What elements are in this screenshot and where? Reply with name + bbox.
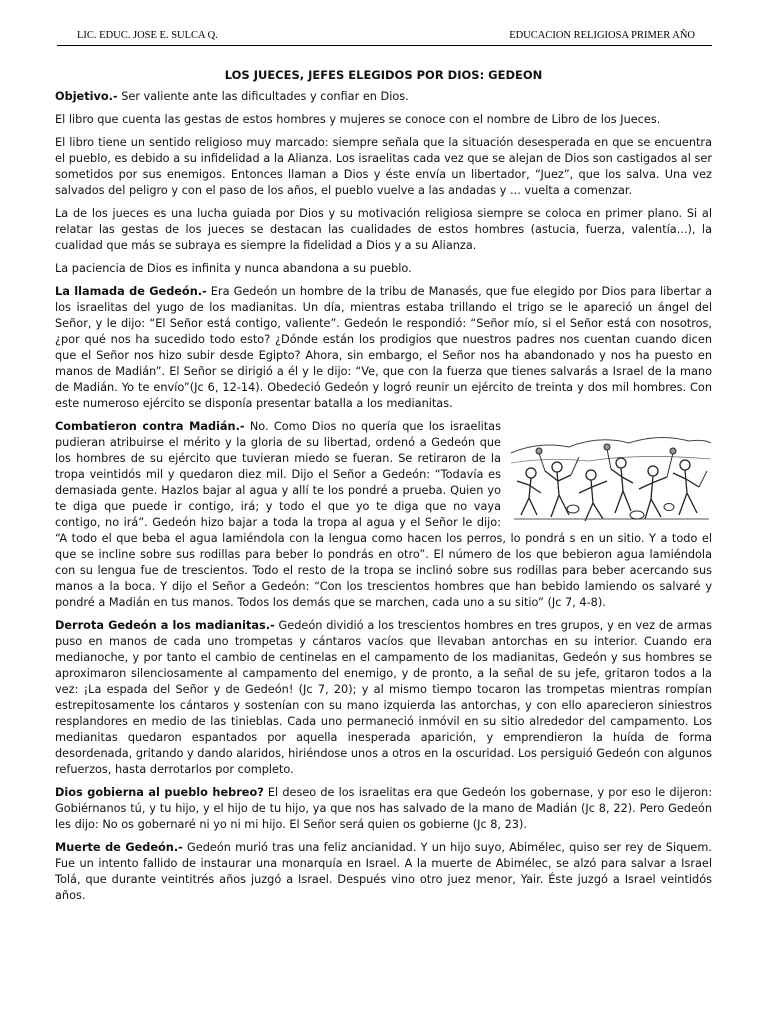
intro-paragraph-3: La de los jueces es una lucha guiada por Dios y su motivación religiosa siempre se coloca en primer plano. Si al relatar las gestas de los jueces se destacan las cualidades de estos hombres (astucia, fuerza, valentía...), la cualidad que más se subraya es siempre la fidelidad a Dios y a su Alianza.	[55, 207, 712, 252]
section-muerte-label: Muerte de Gedeón.-	[55, 841, 183, 854]
section-derrota-label: Derrota Gedeón a los madianitas.-	[55, 619, 275, 632]
page-header	[57, 30, 712, 46]
section-muerte	[55, 840, 712, 904]
section-gobierna	[55, 785, 712, 833]
objective-label: Objetivo.-	[55, 90, 118, 103]
section-derrota-text: Gedeón dividió a los trescientos hombres en tres grupos, y en vez de armas puso en manos de cada uno trompetas y cántaros vacíos que llevaban antorchas en su interior. Cuando era medianoche, y por tanto el cambio de centinelas en el campamento de los madianitas, Gedeón y sus hombres se aproximaron silenciosamente al campamento del enemigo, y de pronto, a la señal de su jefe, gritaron todos a la vez: ¡La espada del Señor y de Gedeón! (Jc 7, 20); y al mismo tiempo tocaron las trompetas mientras rompían estrepitosamente los cántaros y sostenían con su mano izquierda las antorchas, y con ello aparecieron siniestros resplandores en medio de las tinieblas. Cada uno permaneció inmóvil en su sitio alrededor del campamento. Los medianitas quedaron espantados por aquella inesperada aparición, y emprendieron la huída de forma desordenada, gritando y dando alaridos, hiriéndose unos a otros en la oscuridad. Los persiguió Gedeón con algunos refuerzos, hasta derrotarlos por completo.	[55, 619, 712, 776]
document-title: LOS JUECES, JEFES ELEGIDOS POR DIOS: GEDEON	[224, 68, 543, 82]
section-gobierna-text: El deseo de los israelitas era que Gedeón los gobernase, y por eso le dijeron: Gobiérnanos tú, y tu hijo, y el hijo de tu hijo, ya que nos has salvado de la mano de Madián (Jc 8, 22). Pero Gedeón les dijo: No os gobernaré ni yo ni mi hijo. El Señor será quien os gobierne (Jc 8, 23).	[55, 786, 712, 831]
intro-paragraph-4: La paciencia de Dios es infinita y nunca abandona a su pueblo.	[55, 262, 412, 275]
section-derrota	[55, 618, 712, 778]
section-llamada-text: Era Gedeón un hombre de la tribu de Manasés, que fue elegido por Dios para libertar a los israelitas del yugo de los madianitas. Un día, mientras estaba trillando el trigo se le apareció un ángel del Señor, y le dijo: “El Señor está contigo, valiente”. Gedeón le respondió: “Señor mío, si el Señor está con nosotros, ¿por qué nos ha sucedido todo esto? ¿Dónde están los prodigios que nuestros padres nos cuentan cuando dicen que el Señor nos hizo subir desde Egipto? Ahora, sin embargo, el Señor nos ha abandonado y nos ha puesto en manos de Madián”. El Señor se dirigió a él y le dijo: “Ve, que con la fuerza que tienes salvarás a Israel de la mano de Madián. Yo te envío”(Jc 6, 12-14). Obedeció Gedeón y logró reunir un ejército de treinta y dos mil hombres. Con este numeroso ejército se disponía presentar batalla a los medianitas.	[55, 285, 712, 410]
header-course: EDUCACION RELIGIOSA PRIMER AÑO	[509, 30, 695, 41]
section-llamada	[55, 284, 712, 412]
section-llamada-label: La llamada de Gedeón.-	[55, 285, 207, 298]
section-combatieron-label: Combatieron contra Madián.-	[55, 420, 245, 433]
battle-illustration	[509, 423, 712, 527]
intro-paragraph-2: El libro tiene un sentido religioso muy marcado: siempre señala que la situación desesperada en que se encuentra el pueblo, es debido a su infidelidad a la Alianza. Los israelitas cada vez que se alejan de Dios son castigados al ser sometidos por sus enemigos. Entonces llaman a Dios y éste envía un libertador, “Juez”, que los salva. Una vez salvados del peligro y con el paso de los años, el pueblo vuelve a las andadas y ... vuelta a comenzar.	[55, 136, 712, 197]
objective-paragraph	[55, 89, 712, 105]
section-combatieron	[55, 419, 712, 611]
intro-paragraph-1: El libro que cuenta las gestas de estos hombres y mujeres se conoce con el nombre de Libro de los Jueces.	[55, 113, 661, 126]
objective-text: Ser valiente ante las dificultades y confiar en Dios.	[117, 90, 409, 103]
header-author: LIC. EDUC. JOSE E. SULCA Q.	[77, 30, 218, 41]
section-muerte-text: Gedeón murió tras una feliz ancianidad. Y un hijo suyo, Abimélec, quiso ser rey de Siquem. Fue un intento fallido de instaurar una monarquía en Israel. A la muerte de Abimélec, se alzó para salvar a Israel Tolá, que durante veintitrés años juzgó a Israel. Después vino otro juez menor, Yair. Éste juzgó a Israel veintidós años.	[55, 841, 712, 902]
document-body	[55, 67, 712, 911]
section-gobierna-label: Dios gobierna al pueblo hebreo?	[55, 786, 264, 799]
section-combatieron-text: No. Como Dios no quería que los israelitas pudieran atribuirse el mérito y la gloria de su libertad, ordenó a Gedeón que los hombres de su ejército que tuvieran miedo se fueran. Se retiraron de la tropa veintidós mil y quedaron diez mil. Dijo el Señor a Gedeón: “Todavía es demasiada gente. Hazlos bajar al agua y allí te los pondré a prueba. Quien yo te diga que puede ir contigo, irá; y todo el que yo te diga que no vaya contigo, no irá”. Gedeón hizo bajar a toda la tropa al agua y el Señor le dijo: “A todo el que beba el agua lamiéndola con la lengua como hacen los perros, lo pondrá s en un sitio. Y a todo el que se incline sobre sus rodillas para beber lo pondrás en otro”. El número de los que bebieron agua lamiéndola con su lengua fue de trescientos. Todo el resto de la tropa se inclinó sobre sus rodillas para beber acercando sus manos a la boca. Y dijo el Señor a Gedeón: “Con los trescientos hombres que han bebido lamiendo os salvaré y pondré a Madián en tus manos. Todos los demás que se marchen, cada uno a su sitio” (Jc 7, 4-8).	[55, 420, 712, 609]
